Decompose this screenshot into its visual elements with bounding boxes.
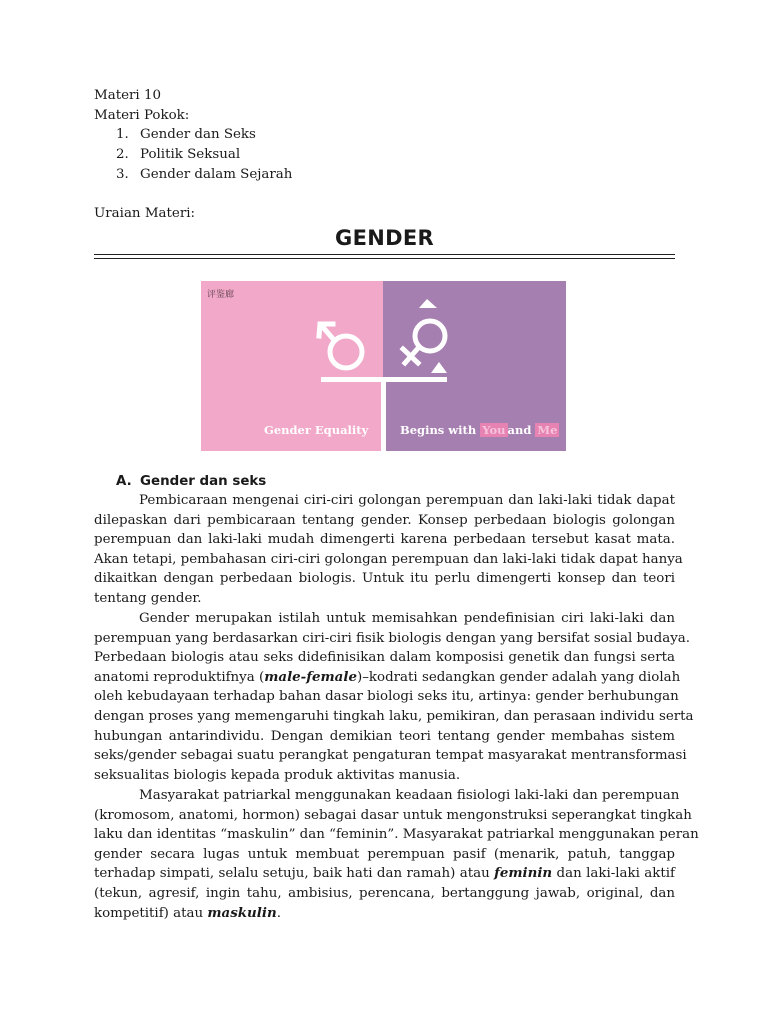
list-text: Politik Seksual bbox=[140, 147, 241, 162]
text-run: anatomi reproduktifnya ( bbox=[94, 669, 265, 685]
paragraph-2 bbox=[94, 609, 694, 785]
section-title: Gender dan seks bbox=[140, 474, 267, 489]
title-rule-bottom bbox=[94, 258, 675, 259]
section-heading bbox=[116, 472, 266, 492]
list-item bbox=[116, 145, 240, 165]
list-number: 2. bbox=[116, 147, 129, 162]
text-line: (tekun, agresif, ingin tahu, ambisius, perencana, bertanggung jawab, original, dan bbox=[94, 885, 675, 901]
text-run: . bbox=[276, 905, 281, 921]
text-line: laku dan identitas “maskulin” dan “feminin”. Masyarakat patriarkal menggunakan peran bbox=[94, 827, 699, 843]
text-line: gender secara lugas untuk membuat perempuan pasif (menarik, patuh, tanggap bbox=[94, 846, 675, 862]
text-line: perempuan dan laki-laki mudah dimengerti karena perbedaan tersebut kasat mata. bbox=[94, 532, 675, 548]
uraian-label: Uraian Materi: bbox=[94, 206, 196, 221]
list-item bbox=[116, 125, 256, 145]
banner-caption-right bbox=[400, 423, 559, 437]
text-line: dikaitkan dengan perbedaan biologis. Untuk itu perlu dimengerti konsep dan teori bbox=[94, 571, 675, 587]
banner-logo: 评鉴廊 bbox=[207, 290, 235, 300]
text-line: tentang gender. bbox=[94, 590, 202, 606]
caption-and: and bbox=[507, 423, 532, 437]
title-rule-top bbox=[94, 254, 675, 255]
text-run-italic: male-female bbox=[264, 668, 357, 685]
text-line: Perbedaan biologis atau seks didefinisikan dalam komposisi genetik dan fungsi serta bbox=[94, 650, 675, 666]
text-line: dilepaskan dari pembicaraan tentang gender. Konsep perbedaan biologis golongan bbox=[94, 512, 675, 528]
list-text: Gender dalam Sejarah bbox=[140, 167, 293, 182]
caption-prefix: Begins with bbox=[400, 423, 477, 437]
text-line: perempuan yang berdasarkan ciri-ciri fisik biologis dengan yang bersifat sosial budaya. bbox=[94, 630, 691, 646]
text-line: seksualitas biologis kepada produk aktivitas manusia. bbox=[94, 767, 461, 783]
text-line: Pembicaraan mengenai ciri-ciri golongan perempuan dan laki-laki tidak dapat bbox=[139, 493, 675, 508]
text-line: dengan proses yang memengaruhi tingkah laku, pemikiran, dan perasaan individu serta bbox=[94, 708, 694, 724]
materi-pokok-label: Materi Pokok: bbox=[94, 108, 190, 123]
caption-me: Me bbox=[537, 423, 558, 437]
text-line: seks/gender sebagai suatu perangkat pengaturan tempat masyarakat mentransformasi bbox=[94, 748, 687, 764]
text-line: oleh kebudayaan terhadap bahan dasar biologi seks itu, artinya: gender berhubungan bbox=[94, 689, 679, 705]
text-line: hubungan antarindividu. Dengan demikian teori tentang gender membahas sistem bbox=[94, 728, 675, 744]
text-line: Masyarakat patriarkal menggunakan keadaan fisiologi laki-laki dan perempuan bbox=[139, 788, 680, 803]
list-text: Gender dan Seks bbox=[140, 127, 256, 142]
text-line: (kromosom, anatomi, hormon) sebagai dasar untuk mengonstruksi seperangkat tingkah bbox=[94, 807, 692, 823]
paragraph-3 bbox=[94, 786, 699, 923]
text-line-mixed bbox=[94, 904, 675, 924]
section-number: A. bbox=[116, 474, 132, 489]
text-run: )–kodrati sedangkan gender adalah yang diolah bbox=[356, 669, 681, 685]
text-run: dan laki-laki aktif bbox=[552, 866, 675, 882]
list-item bbox=[116, 165, 292, 185]
caption-you: You bbox=[482, 423, 506, 437]
text-run: terhadap simpati, selalu setuju, baik hati dan ramah) atau bbox=[94, 866, 495, 882]
text-run-italic: maskulin bbox=[207, 904, 277, 921]
banner-caption-left: Gender Equality bbox=[264, 423, 369, 437]
page-title: GENDER bbox=[335, 226, 434, 250]
text-line-mixed bbox=[94, 864, 675, 884]
text-line-mixed bbox=[94, 668, 681, 688]
paragraph-1 bbox=[94, 491, 683, 609]
text-run: kompetitif) atau bbox=[94, 905, 208, 921]
gender-equality-banner bbox=[201, 281, 566, 451]
text-line: Gender merupakan istilah untuk memisahkan pendefinisian ciri laki-laki dan bbox=[139, 611, 675, 626]
materi-number: Materi 10 bbox=[94, 88, 161, 103]
list-number: 3. bbox=[116, 167, 129, 182]
list-number: 1. bbox=[116, 127, 129, 142]
text-run-italic: feminin bbox=[494, 865, 553, 882]
text-line: Akan tetapi, pembahasan ciri-ciri golongan perempuan dan laki-laki tidak dapat hanya bbox=[94, 551, 683, 567]
